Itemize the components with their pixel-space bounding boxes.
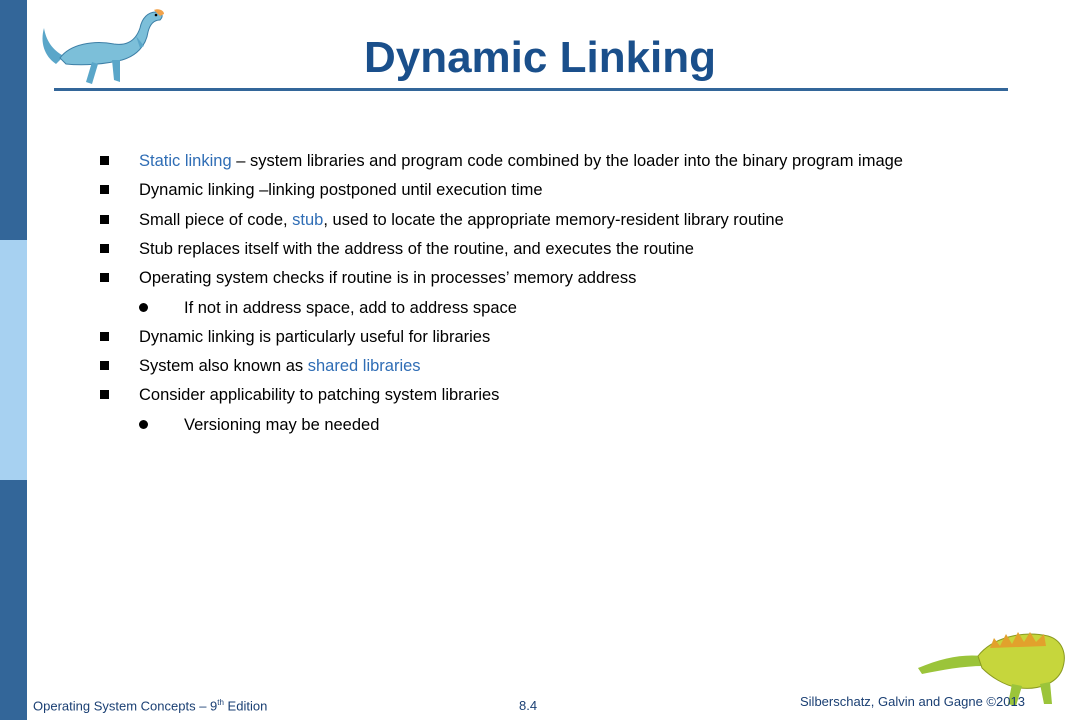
square-bullet-icon (100, 390, 109, 399)
round-bullet-icon (139, 303, 148, 312)
bullet-text (139, 383, 499, 407)
footer-page-number: 8.4 (519, 698, 538, 713)
highlighted-term: stub (292, 211, 324, 229)
round-bullet-icon (139, 420, 148, 429)
square-bullet-icon (100, 244, 109, 253)
square-bullet-icon (100, 332, 109, 341)
highlighted-term: Static linking (139, 152, 232, 170)
square-bullet-icon (100, 185, 109, 194)
bullet-text (139, 237, 694, 261)
square-bullet-icon (100, 215, 109, 224)
footer-book-title (33, 698, 267, 713)
bullet-text-segment: Operating system checks if routine is in processes’ memory address (139, 269, 637, 287)
bullet-text-segment: Stub replaces itself with the address of the routine, and executes the routine (139, 240, 694, 258)
square-bullet-icon (100, 156, 109, 165)
bullet-text (139, 354, 421, 378)
bullet-text (139, 266, 636, 290)
bullet-text (184, 413, 379, 437)
bullet-text (184, 296, 517, 320)
bullet-text-segment: Consider applicability to patching system libraries (139, 386, 500, 404)
footer-book-main: Operating System Concepts – 9 (33, 698, 218, 714)
bullet-text-segment: If not in address space, add to address space (184, 299, 517, 317)
highlighted-term: shared libraries (307, 357, 421, 375)
square-bullet-icon (100, 273, 109, 282)
bullet-text-segment: Dynamic linking –linking postponed until execution time (139, 181, 543, 199)
bullet-text (139, 149, 903, 173)
bullet-text-segment: Dynamic linking is particularly useful for libraries (139, 328, 491, 346)
bullet-text-segment: Versioning may be needed (184, 416, 380, 434)
footer-book-suffix: Edition (223, 698, 268, 714)
bullet-text-segment: – system libraries and program code combined by the loader into the binary program image (231, 152, 903, 170)
bullet-text (139, 178, 543, 202)
bullet-text-segment: Small piece of code, (139, 211, 293, 229)
bullet-text (139, 208, 784, 232)
bullet-text-segment: , used to locate the appropriate memory-resident library routine (323, 211, 784, 229)
bullet-text (139, 325, 490, 349)
footer-book-sup: th (217, 698, 224, 707)
bullet-text-segment: System also known as (139, 357, 308, 375)
square-bullet-icon (100, 361, 109, 370)
footer-copyright: Silberschatz, Galvin and Gagne ©2013 (800, 694, 1025, 709)
slide-title: Dynamic Linking (363, 33, 717, 82)
